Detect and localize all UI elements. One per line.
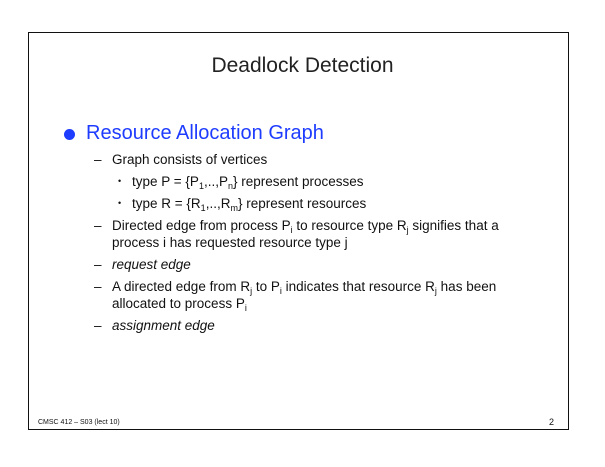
dash-icon: – — [94, 152, 102, 167]
sub-item-text: type $P = \{P_1,..,P_n\}$ represent processes — [132, 174, 364, 191]
main-bullet-label: Resource Allocation Graph — [86, 122, 324, 144]
list-item — [94, 256, 524, 273]
bullet-dot-icon — [64, 129, 75, 140]
sub-list-item — [118, 195, 524, 212]
main-bullet — [64, 122, 324, 145]
list-item-text: Graph consists of vertices — [112, 152, 268, 167]
bullet-list — [94, 151, 524, 339]
page-number: 2 — [549, 417, 555, 427]
dash-icon: – — [94, 279, 102, 294]
sub-list-item — [118, 173, 524, 190]
sub-bullet-icon: • — [118, 198, 122, 208]
sub-item-text: type $R = \{R_1,..,R_m\}$ represent resources — [132, 196, 367, 213]
list-item — [94, 217, 524, 251]
dash-icon: – — [94, 318, 102, 333]
list-item — [94, 151, 524, 168]
sub-bullet-icon: • — [118, 176, 122, 186]
list-item-text: request edge — [112, 257, 191, 272]
list-item-text: A directed edge from $R_j$ to $P_i$ indicates that resource $R_j$ has been allocated to process $P_i$ — [112, 279, 497, 313]
list-item-text: assignment edge — [112, 318, 215, 333]
slide-title: Deadlock Detection — [211, 54, 394, 77]
list-item — [94, 317, 524, 334]
slide-footer: CMSC 412 – S03 (lect 10) — [38, 419, 120, 426]
dash-icon: – — [94, 218, 102, 233]
list-item-text: Directed edge from process $P_i$ to resource type $R_j$ signifies that a process i has requested resource type j — [112, 218, 499, 250]
dash-icon: – — [94, 257, 102, 272]
list-item — [94, 278, 524, 312]
